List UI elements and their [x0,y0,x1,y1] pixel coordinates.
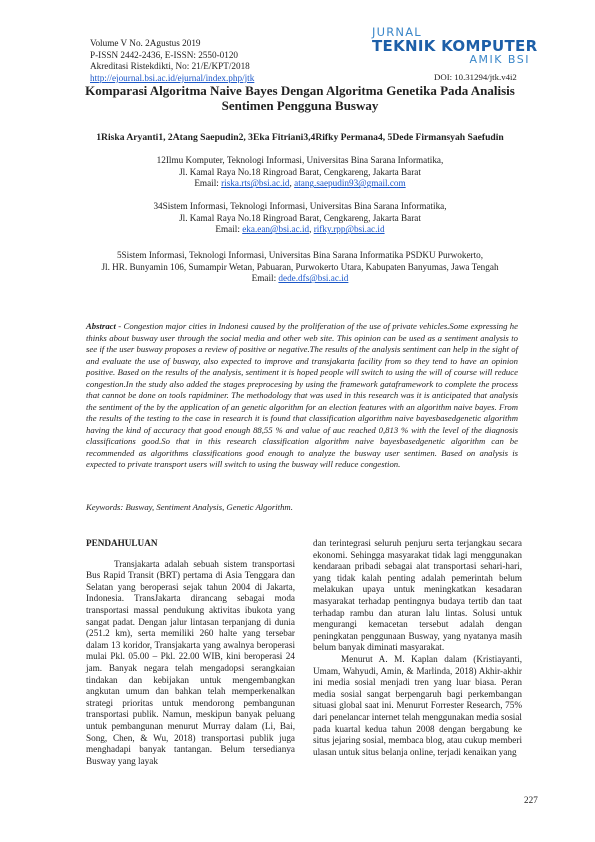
email-label: Email: [194,178,219,189]
logo-line-teknik-komputer: TEKNIK KOMPUTER [372,37,538,55]
left-column [86,538,295,767]
affiliation-2-line1: 34Sistem Informasi, Teknologi Informasi, Universitas Bina Sarana Informatika, [153,201,447,211]
keywords-line: Keywords: Busway, Sentiment Analysis, Genetic Algorithm. [86,502,293,512]
affiliation-2-email: Email: eka.ean@bsi.ac.id, rifky.rpp@bsi.ac.id [215,224,385,235]
author-list: 1Riska Aryanti1, 2Atang Saepudin2, 3Eka Fitriani3,4Rifky Permana4, 5Dede Firmansyah Saefudin [96,132,504,143]
journal-url-link[interactable]: http://ejournal.bsi.ac.id/ejurnal/index.php/jtk [90,72,255,83]
affiliation-3 [60,250,540,285]
abstract-block [86,321,518,471]
abstract-label: Abstract [86,321,116,331]
email-link-eka[interactable]: eka.ean@bsi.ac.id [242,224,310,235]
affiliation-3-line2: Jl. HR. Bunyamin 106, Sumampir Wetan, Pabuaran, Purwokerto Utara, Kabupaten Banyumas, Jawa Tengah [101,261,499,272]
email-label: Email: [251,273,277,284]
email-link-rifky[interactable]: rifky.rpp@bsi.ac.id [313,224,385,235]
doi-label: DOI: 10.31294/jtk.v4i2 [434,72,517,82]
logo-line-jurnal: JURNAL [372,25,422,39]
abstract-text: - Congestion major cities in Indonesi caused by the proliferation of the use of private vehicles.Some expressing he thinks about busway user through the social media and other web site. This opinion can be used as a sentiment analysis to see if the user busway proposes a review of positive or negative.The results of the analysis sentiment can help in the sight of and evaluate the use of busway, also expected to improve and transjakarta facility from so they tend to have an opinion positive. Based on the results of the analysis, sentiment it is hoped people will switch to using the will of course will reduce congestion.In the study also added the stages preprocesing by using the framework gataframework to complete the process that cannot be done on tools rapidminer. The methodology that was used in this research was it is anticipated that analysis the sentiment of the by the application of an genetic algorithm for an election features with an algorithm naive bayes. From the results of the testing to the case in research it is found that classification algorithm naive bayesbasedgenetic algorithm having the kind of accuracy that good enough 88,55 % and value of auc reached 0,813 % with the level of the diagnosis classifications good.So that in this research classification algorithm naive bayesbasedgenetic algorithm can be recommended as algorithms classifications good enough to analyze the busway user sentimen. Based on analysis is expected to private transport users will switch to using the busway will reduce congestion. [86,321,518,469]
journal-logo [372,26,538,66]
right-column [313,538,522,758]
affiliation-1-line1: 12Ilmu Komputer, Teknologi Informasi, Universitas Bina Sarana Informatika, [156,155,444,165]
paper-title: Komparasi Algoritma Naive Bayes Dengan Algoritma Genetika Pada Analisis Sentimen Pengguna Busway [85,83,515,113]
email-link-atang[interactable]: atang.saepudin93@gmail.com [294,178,406,189]
accreditation-info: Akreditasi Ristekdikti, No: 21/E/KPT/2018 [90,61,250,71]
page-number: 227 [524,795,538,805]
pissn-info: P-ISSN 2442-2436, E-ISSN: 2550-0120 [90,49,239,60]
section-heading: PENDAHULUAN [86,538,158,548]
affiliation-1-line2: Jl. Kamal Raya No.18 Ringroad Barat, Cengkareng, Jakarta Barat [179,166,421,177]
affiliation-1-email: Email: riska.rts@bsi.ac.id, atang.saepudin93@gmail.com [194,178,406,189]
affiliation-2-line2: Jl. Kamal Raya No.18 Ringroad Barat, Cengkareng, Jakarta Barat [179,212,421,223]
intro-paragraph-2: Menurut A. M. Kaplan dalam (Kristiayanti, Umam, Wahyudi, Amin, & Marlinda, 2018) Akhir-akhir ini media sosial menjadi tren yang luar biasa. Peran media sosial sangat berpengaruh bagi perkembangan situasi global saat ini. Menurut Forrester Research, 75% dari penelancar internet telah menggunakan media sosial pada kuartal kedua tahun 2008 dengan bergabung ke situs jejaring sosial, membaca blog, atau cukup memberi ulasan untuk situs belanja online, terjadi kenaikan yang [313,653,522,757]
affiliation-1 [60,155,540,190]
intro-paragraph-1: Transjakarta adalah sebuah sistem transportasi Bus Rapid Transit (BRT) pertama di Asia Tenggara dan Selatan yang beroperasi sejak tahun 2004 di Jakarta, Indonesia. TransJakarta dirancang sebagai moda transportasi massal pendukung aktivitas ibukota yang sangat padat. Dengan jalur lintasan terpanjang di dunia (251.2 km), serta memiliki 260 halte yang tersebar dalam 13 koridor, Transjakarta yang awalnya beroperasi mulai Pkl. 05.00 – Pkl. 22.00 WIB, kini beroperasi 24 jam. Banyak negara telah mengadopsi serangkaian tindakan dan kebijakan untuk mengembangkan angkutan umum dan bahkan telah memperkenalkan strategi prioritas untuk mendorong pembangunan transportasi publik. Namun, meskipun banyak peluang untuk pembangunan menurut Murray dalam (Li, Bai, Song, Chen, & Wu, 2018) transportasi publik juga menghadapi banyak tantangan. Belum tersedianya Busway yang layak [86,558,295,766]
logo-line-amik-bsi: AMIK BSI [469,53,530,66]
email-label: Email: [215,224,240,235]
affiliation-2 [60,201,540,236]
email-link-riska[interactable]: riska.rts@bsi.ac.id [221,178,290,189]
journal-header-meta [90,38,254,84]
email-link-dede[interactable]: dede.dfs@bsi.ac.id [278,273,349,284]
intro-paragraph-continued: dan terintegrasi seluruh penjuru serta terjangkau secara ekonomi. Sehingga masyarakat tidak lagi menggunakan kendaraan pribadi sebagai alat transportasi sehari-hari, yang tidak kalah penting adalah pemerintah belum melakukan upaya untuk meningkatkan kesadaran masyarakat terhadap pentingnya budaya tertib dan taat terhadap rambu dan aturan lalu lintas. Solusi untuk mengurangi kemacetan tersebut adalah dengan peningkatan penggunaan Busway, yang nyatanya masih belum banyak diminati masyarakat. [313,538,522,653]
affiliation-3-email [60,273,540,285]
affiliation-3-line1: 5Sistem Informasi, Teknologi Informasi, Universitas Bina Sarana Informatika PSDKU Purwokerto, [116,250,484,260]
volume-info: Volume V No. 2Agustus 2019 [90,38,201,48]
